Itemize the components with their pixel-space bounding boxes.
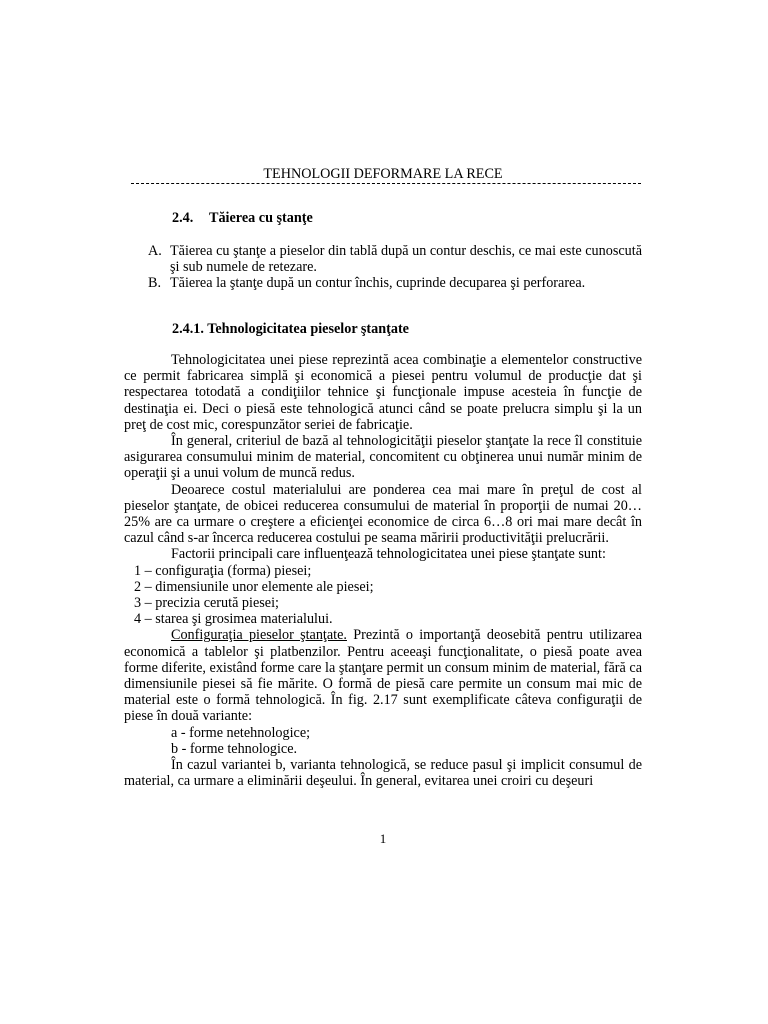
factor-item: 3 – precizia cerută piesei; — [134, 595, 279, 612]
paragraph-text: Prezintă o importanţă deosebită pentru utilizarea economică a tablelor şi platbenzilor. Pentru aceeaşi funcţionalitate, o piesă poate avea forme diferite, existând forme care la ştanţare permit un consum minim de material, fără ca dimensiunile piesei să fie mărite. O formă de piesă care permite un consum mai mic de material este o formă tehnologică. În fig. 2.17 sunt exemplificate câteva configuraţii de piese în două variante: — [124, 627, 642, 725]
subsection-title: Tehnologicitatea pieselor ştanţate — [207, 321, 409, 337]
factor-item: 1 – configuraţia (forma) piesei; — [134, 562, 312, 579]
header-rule — [131, 183, 641, 184]
page-number: 1 — [379, 831, 387, 846]
section-heading — [172, 210, 313, 226]
paragraph — [124, 627, 642, 724]
factor-item: 2 – dimensiunile unor elemente ale piesei; — [134, 578, 374, 595]
running-header: TEHNOLOGII DEFORMARE LA RECE — [263, 166, 503, 182]
section-number: 2.4. — [172, 210, 194, 226]
list-marker: A. — [148, 243, 162, 259]
list-item — [148, 243, 642, 275]
list-text: Tăierea cu ştanţe a pieselor din tablă după un contur deschis, ce mai este cunoscută şi sub numele de retezare. — [170, 243, 642, 276]
list-item — [148, 275, 642, 291]
paragraph: Factorii principali care influenţează tehnologicitatea unei piese ştanţate sunt: — [171, 546, 606, 563]
paragraph: Deoarece costul materialului are ponderea cea mai mare în preţul de cost al pieselor ştanţate, de obicei reducerea consumului de material în proporţii de numai 20…25% are ca urmare o creştere a eficienţei economice de circa 6…8 ori mai mare decât în cazul când s-ar încerca reducerea costului pe seama măririi productivităţii prelucrării. — [124, 481, 642, 547]
underlined-term: Configuraţia pieselor ştanţate. — [171, 627, 347, 644]
subsection-heading — [172, 321, 409, 337]
factor-item: 4 – starea şi grosimea materialului. — [134, 611, 333, 628]
cutting-types-list — [148, 243, 642, 292]
variant-item: b - forme tehnologice. — [171, 740, 298, 757]
variant-item: a - forme netehnologice; — [171, 724, 311, 741]
paragraph: În cazul variantei b, varianta tehnologică, se reduce pasul şi implicit consumul de material, ca urmare a eliminării deşeului. În general, evitarea unei croiri cu deşeuri — [124, 757, 642, 790]
body-text — [124, 352, 642, 789]
list-text: Tăierea la ştanţe după un contur închis, cuprinde decuparea şi perforarea. — [170, 275, 586, 292]
subsection-number: 2.4.1. — [172, 321, 204, 337]
paragraph: Tehnologicitatea unei piese reprezintă acea combinaţie a elementelor constructive ce permit fabricarea simplă şi economică a piesei pentru volumul de producţie dat şi respectarea totodată a condiţiilor tehnice şi funcţionale impuse acesteia în funcţie de destinaţia ei. Deci o piesă este tehnologică atunci când se poate prelucra simplu şi la un preţ de cost mic, corespunzător seriei de fabricaţie. — [124, 352, 642, 433]
paragraph: În general, criteriul de bază al tehnologicităţii pieselor ştanţate la rece îl constituie asigurarea consumului minim de material, concomitent cu obţinerea unui număr minim de operaţii şi a unui volum de muncă redus. — [124, 433, 642, 482]
list-marker: B. — [148, 275, 162, 292]
document-page — [124, 0, 642, 1024]
section-title: Tăierea cu ştanţe — [209, 210, 313, 226]
